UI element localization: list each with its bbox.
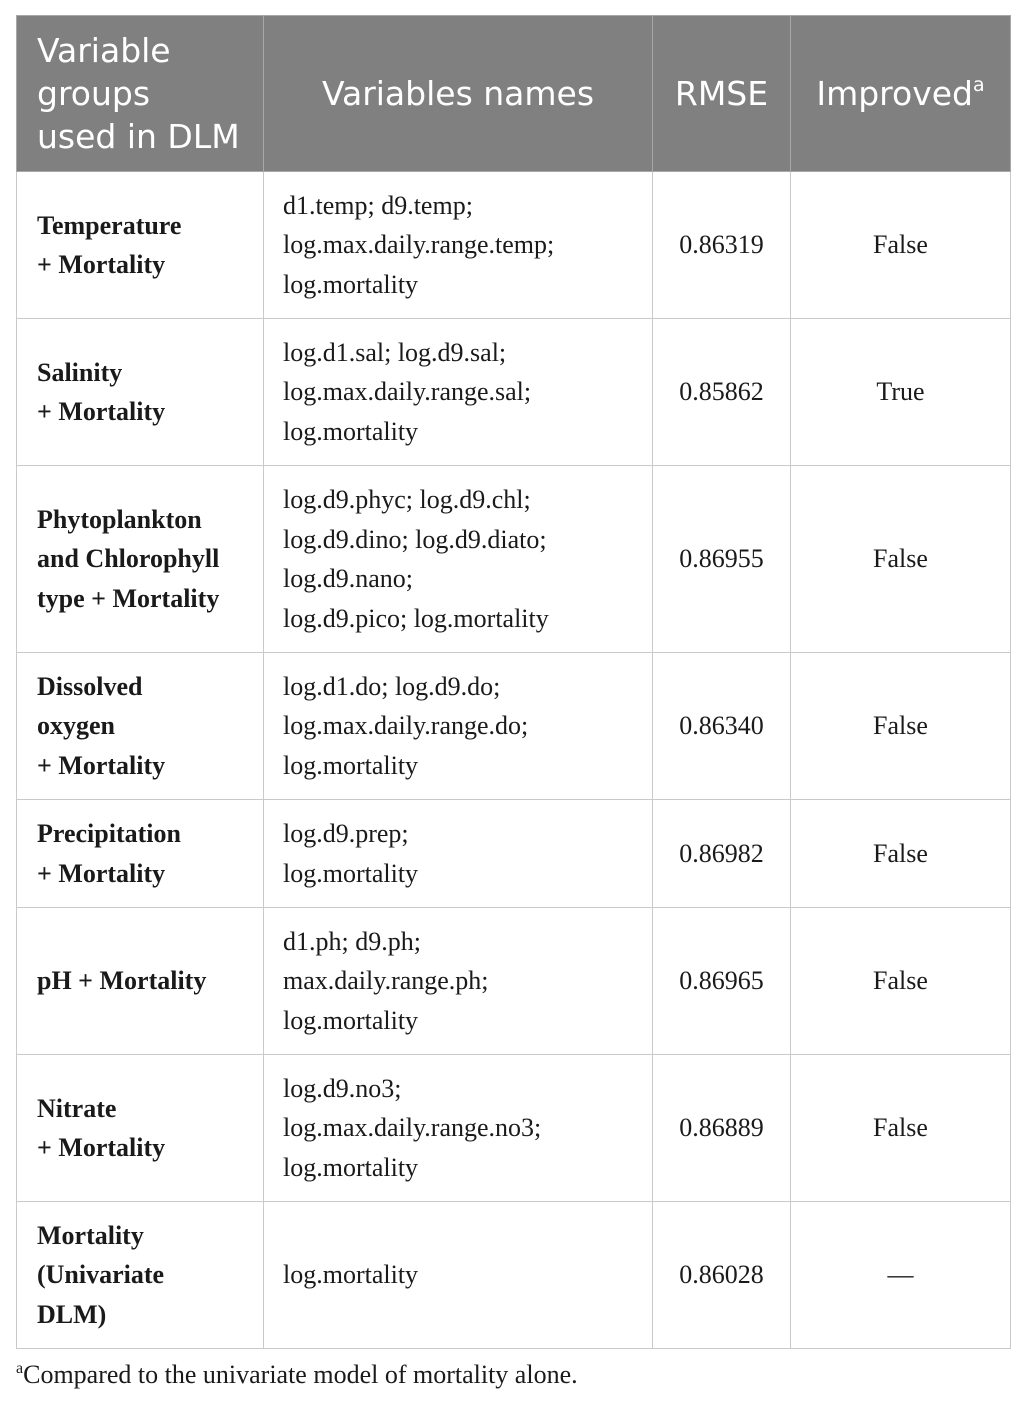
- cell-improved: False: [791, 908, 1011, 1055]
- results-table: [16, 15, 1011, 1349]
- table-row: [17, 466, 1011, 653]
- header-group-line: used in DLM: [37, 117, 240, 156]
- cell-variable-names: [264, 653, 653, 800]
- names-line: log.max.daily.range.do;: [283, 711, 529, 741]
- cell-rmse: 0.86028: [653, 1202, 791, 1349]
- names-line: log.mortality: [283, 1005, 419, 1035]
- group-line: + Mortality: [37, 250, 166, 279]
- cell-rmse: 0.85862: [653, 319, 791, 466]
- group-line: + Mortality: [37, 750, 166, 780]
- group-line: Phytoplankton: [37, 504, 202, 534]
- group-line: Dissolved: [37, 671, 143, 701]
- names-line: log.d9.phyc; log.d9.chl;: [283, 485, 531, 514]
- group-line: Nitrate: [37, 1093, 117, 1123]
- header-row: [17, 16, 1011, 172]
- cell-variable-group: [17, 1055, 264, 1202]
- group-line: + Mortality: [37, 1133, 166, 1162]
- names-line: d1.temp; d9.temp;: [283, 190, 473, 220]
- cell-variable-names: [264, 319, 653, 466]
- cell-rmse: 0.86319: [653, 172, 791, 319]
- table-footnote: [16, 1360, 578, 1390]
- group-line: pH + Mortality: [37, 966, 207, 996]
- header-variables-names: Variables names: [264, 16, 653, 172]
- group-line: Mortality: [37, 1220, 144, 1250]
- cell-variable-group: [17, 319, 264, 466]
- names-line: log.d9.nano;: [283, 564, 413, 593]
- cell-variable-names: [264, 800, 653, 908]
- cell-variable-names: [264, 172, 653, 319]
- names-line: log.d1.sal; log.d9.sal;: [283, 337, 507, 367]
- table-row: [17, 653, 1011, 800]
- cell-variable-group: [17, 1202, 264, 1349]
- group-line: Precipitation: [37, 819, 181, 848]
- cell-improved: —: [791, 1202, 1011, 1349]
- header-improved: [791, 16, 1011, 172]
- group-line: oxygen: [37, 711, 115, 741]
- names-line: log.max.daily.range.sal;: [283, 377, 532, 407]
- cell-rmse: 0.86965: [653, 908, 791, 1055]
- group-line: Salinity: [37, 357, 123, 387]
- names-line: log.d9.dino; log.d9.diato;: [283, 524, 547, 554]
- names-line: log.d9.prep;: [283, 819, 409, 848]
- header-improved-label: Improved: [816, 74, 973, 113]
- cell-rmse: 0.86955: [653, 466, 791, 653]
- names-line: log.d1.do; log.d9.do;: [283, 671, 501, 701]
- cell-variable-group: [17, 653, 264, 800]
- cell-improved: False: [791, 1055, 1011, 1202]
- cell-variable-group: [17, 172, 264, 319]
- table-row: [17, 908, 1011, 1055]
- names-line: log.mortality: [283, 1152, 419, 1182]
- cell-improved: False: [791, 653, 1011, 800]
- names-line: log.mortality: [283, 750, 419, 780]
- group-line: + Mortality: [37, 858, 166, 888]
- table-header: [17, 16, 1011, 172]
- cell-variable-names: [264, 466, 653, 653]
- table-row: [17, 800, 1011, 908]
- header-rmse: RMSE: [653, 16, 791, 172]
- names-line: log.max.daily.range.no3;: [283, 1113, 542, 1143]
- cell-rmse: 0.86982: [653, 800, 791, 908]
- cell-rmse: 0.86889: [653, 1055, 791, 1202]
- footnote-marker: a: [972, 74, 985, 96]
- group-line: DLM): [37, 1299, 107, 1329]
- names-line: d1.ph; d9.ph;: [283, 926, 421, 956]
- names-line: log.max.daily.range.temp;: [283, 230, 555, 260]
- names-line: max.daily.range.ph;: [283, 966, 489, 996]
- table-body: [17, 172, 1011, 1349]
- cell-variable-group: [17, 466, 264, 653]
- table-row: [17, 172, 1011, 319]
- cell-variable-names: [264, 908, 653, 1055]
- table-row: [17, 1055, 1011, 1202]
- header-group-line: groups: [37, 74, 151, 113]
- cell-variable-names: [264, 1055, 653, 1202]
- cell-improved: False: [791, 800, 1011, 908]
- table-row: [17, 1202, 1011, 1349]
- group-line: + Mortality: [37, 397, 166, 426]
- group-line: (Univariate: [37, 1260, 165, 1290]
- group-line: and Chlorophyll: [37, 544, 220, 574]
- cell-variable-names: [264, 1202, 653, 1349]
- names-line: log.mortality: [283, 269, 419, 299]
- cell-variable-group: [17, 908, 264, 1055]
- cell-improved: False: [791, 172, 1011, 319]
- names-line: log.mortality: [283, 858, 419, 888]
- group-line: type + Mortality: [37, 583, 220, 613]
- names-line: log.mortality: [283, 416, 419, 446]
- group-line: Temperature: [37, 210, 182, 240]
- cell-rmse: 0.86340: [653, 653, 791, 800]
- cell-improved: False: [791, 466, 1011, 653]
- header-variable-groups: [17, 16, 264, 172]
- cell-improved: True: [791, 319, 1011, 466]
- footnote-mark: a: [16, 1360, 24, 1377]
- footnote-text: Compared to the univariate model of mortality alone.: [23, 1360, 578, 1389]
- names-line: log.d9.no3;: [283, 1073, 402, 1103]
- names-line: log.d9.pico; log.mortality: [283, 603, 549, 633]
- table-row: [17, 319, 1011, 466]
- header-group-line: Variable: [37, 31, 171, 70]
- names-line: log.mortality: [283, 1260, 419, 1290]
- cell-variable-group: [17, 800, 264, 908]
